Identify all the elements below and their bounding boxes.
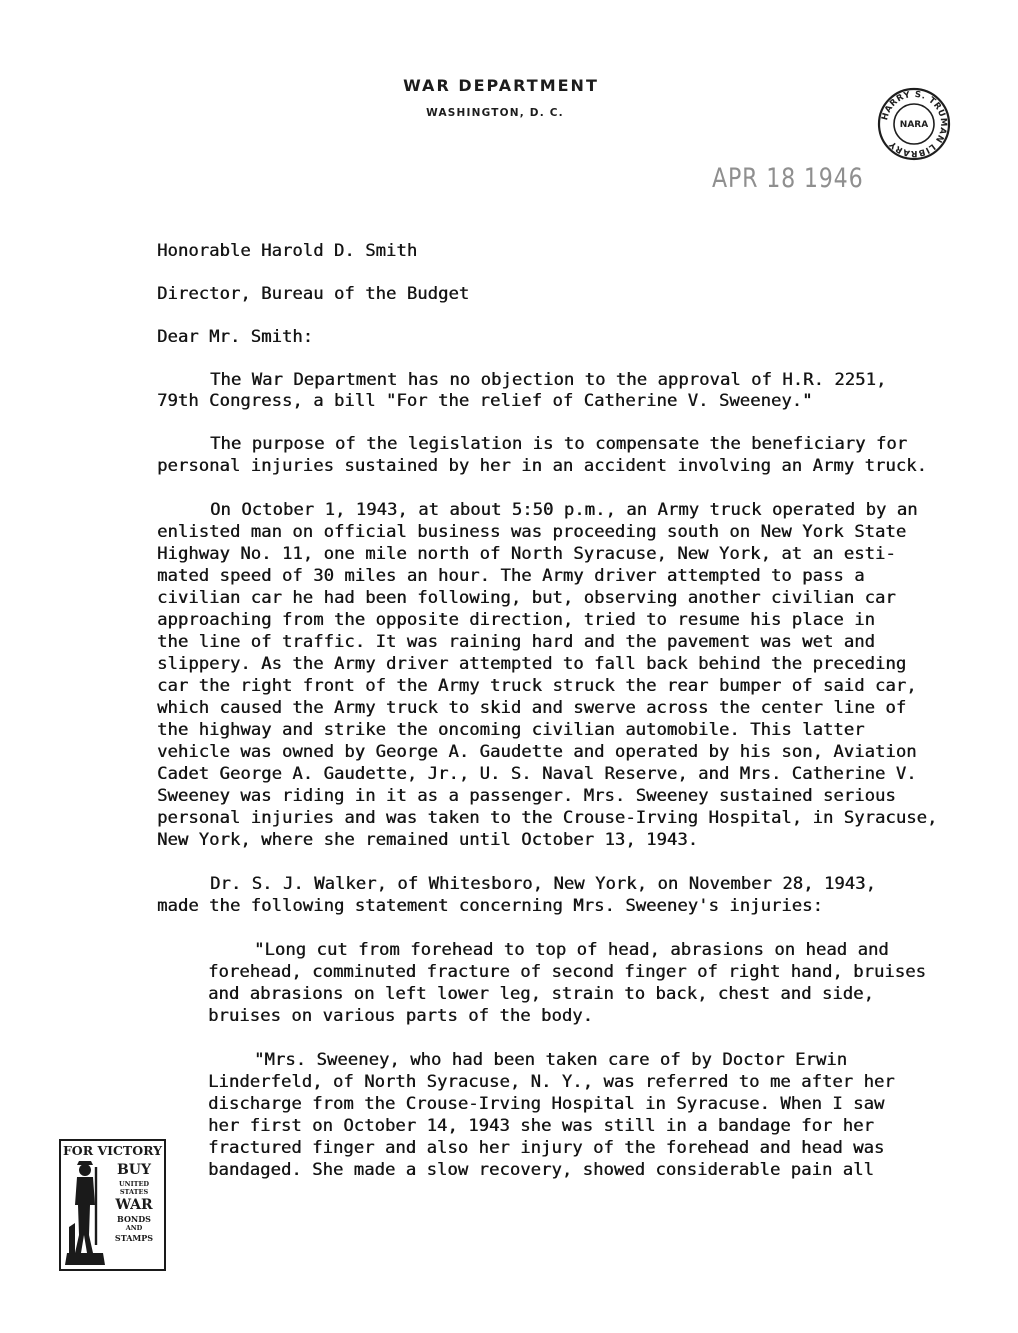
letter-line: enlisted man on official business was proceeding south on New York State xyxy=(157,522,907,542)
letter-line: Director, Bureau of the Budget xyxy=(157,284,470,304)
received-date-stamp: APR 18 1946 xyxy=(712,163,864,194)
letter-line: The War Department has no objection to the approval of H.R. 2251, xyxy=(210,370,887,390)
letter-line: The purpose of the legislation is to compensate the beneficiary for xyxy=(210,434,908,454)
war-bonds-buy: BUY xyxy=(116,1162,152,1178)
letter-line: Dr. S. J. Walker, of Whitesboro, New York, on November 28, 1943, xyxy=(210,874,876,894)
war-bonds-stamps: STAMPS xyxy=(114,1233,154,1243)
library-seal-ring-text: HARRY S. TRUMAN LIBRARY xyxy=(880,89,949,159)
letterhead-location: WASHINGTON, D. C. xyxy=(426,107,564,119)
quoted-line: and abrasions on left lower leg, strain to back, chest and side, xyxy=(208,984,874,1004)
letter-line: Cadet George A. Gaudette, Jr., U. S. Naval Reserve, and Mrs. Catherine V. xyxy=(157,764,917,784)
letter-line: Dear Mr. Smith: xyxy=(157,327,314,347)
quoted-line: forehead, comminuted fracture of second finger of right hand, bruises xyxy=(208,962,926,982)
quoted-line: bandaged. She made a slow recovery, showed considerable pain all xyxy=(208,1160,874,1180)
letter-line: personal injuries sustained by her in an accident involving an Army truck. xyxy=(157,456,927,476)
war-bonds-emblem xyxy=(59,1139,166,1271)
letter-line: New York, where she remained until October 13, 1943. xyxy=(157,830,699,850)
quoted-line: bruises on various parts of the body. xyxy=(208,1006,593,1026)
quoted-line: "Mrs. Sweeney, who had been taken care of by Doctor Erwin xyxy=(254,1050,848,1070)
letter-line: civilian car he had been following, but, observing another civilian car xyxy=(157,588,896,608)
letter-line: the highway and strike the oncoming civilian automobile. This latter xyxy=(157,720,865,740)
war-bonds-bonds: BONDS xyxy=(117,1214,151,1224)
letter-line: 79th Congress, a bill "For the relief of Catherine V. Sweeney." xyxy=(157,391,813,411)
war-bonds-and: AND xyxy=(125,1224,143,1232)
letter-line: car the right front of the Army truck struck the rear bumper of said car, xyxy=(157,676,917,696)
letter-line: personal injuries and was taken to the Crouse-Irving Hospital, in Syracuse, xyxy=(157,808,938,828)
letter-line: slippery. As the Army driver attempted to fall back behind the preceding xyxy=(157,654,907,674)
minuteman-icon xyxy=(63,1157,107,1267)
war-bonds-war: WAR xyxy=(115,1197,153,1213)
quoted-line: discharge from the Crouse-Irving Hospital in Syracuse. When I saw xyxy=(208,1094,885,1114)
library-seal-center-text: NARA xyxy=(899,120,929,130)
letter-line: On October 1, 1943, at about 5:50 p.m., an Army truck operated by an xyxy=(210,500,918,520)
letter-line: vehicle was owned by George A. Gaudette and operated by his son, Aviation xyxy=(157,742,917,762)
letter-line: mated speed of 30 miles an hour. The Army driver attempted to pass a xyxy=(157,566,865,586)
letter-line: Honorable Harold D. Smith xyxy=(157,241,418,261)
war-bonds-slogan: FOR VICTORY xyxy=(62,1143,163,1158)
quoted-line: "Long cut from forehead to top of head, abrasions on head and xyxy=(254,940,889,960)
letter-line: which caused the Army truck to skid and swerve across the center line of xyxy=(157,698,907,718)
letter-line: Sweeney was riding in it as a passenger. Mrs. Sweeney sustained serious xyxy=(157,786,896,806)
quoted-line: Linderfeld, of North Syracuse, N. Y., was referred to me after her xyxy=(208,1072,895,1092)
letter-line: approaching from the opposite direction, tried to resume his place in xyxy=(157,610,875,630)
letter-line: the line of traffic. It was raining hard and the pavement was wet and xyxy=(157,632,875,652)
letter-line: made the following statement concerning Mrs. Sweeney's injuries: xyxy=(157,896,823,916)
letter-line: Highway No. 11, one mile north of North Syracuse, New York, at an esti- xyxy=(157,544,896,564)
library-seal-icon xyxy=(876,86,952,162)
war-bonds-states: STATES xyxy=(119,1188,149,1196)
quoted-line: her first on October 14, 1943 she was still in a bandage for her xyxy=(208,1116,874,1136)
letterhead-title: WAR DEPARTMENT xyxy=(403,76,599,95)
war-bonds-united: UNITED xyxy=(118,1180,150,1188)
quoted-line: fractured finger and also her injury of the forehead and head was xyxy=(208,1138,885,1158)
